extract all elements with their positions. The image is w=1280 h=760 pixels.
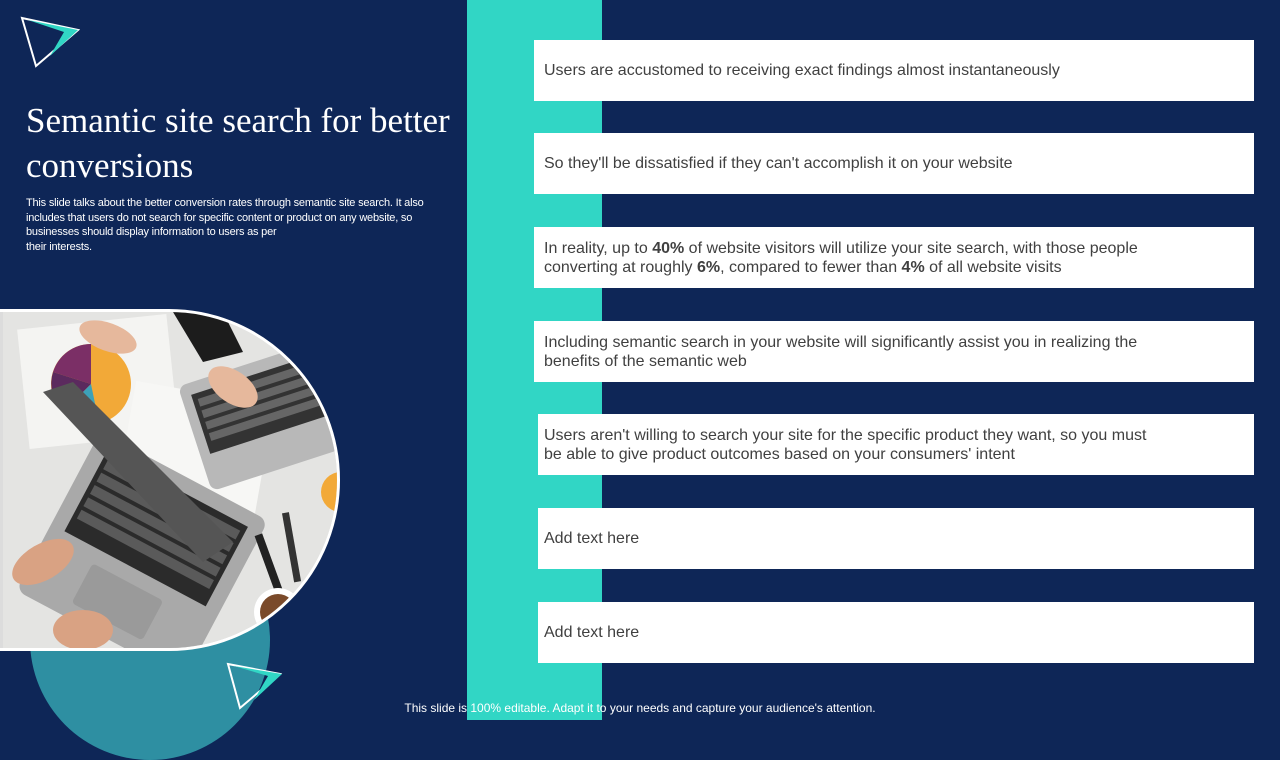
card-text: Including semantic search in your website will significantly assist you in realizing the benefits of the semantic web [544, 333, 1138, 370]
text-segment: of website visitors will utilize your site search, with those people converting at roughly [544, 239, 1138, 276]
footer-note: This slide is 100% editable. Adapt it to your needs and capture your audience's attention. [404, 701, 876, 715]
info-card-4 [534, 321, 1254, 382]
info-card-2 [534, 133, 1254, 194]
text-segment: , compared to fewer than [720, 258, 902, 276]
card-text: Add text here [544, 530, 640, 547]
description-line: their interests. [26, 240, 92, 253]
info-card-7 [538, 602, 1254, 663]
info-card-3 [534, 227, 1254, 288]
triangle-logo-icon [20, 16, 80, 68]
card-text: Add text here [544, 624, 640, 641]
highlight-percent: 6% [696, 258, 721, 276]
page-title: Semantic site search for better conversions [26, 101, 450, 185]
info-card-6 [538, 508, 1254, 569]
info-card-1 [534, 40, 1254, 101]
laptop-workspace-photo [0, 309, 340, 651]
description-line: businesses should display information to users as per [26, 226, 277, 238]
card-text [544, 239, 1138, 277]
card-text: Users aren't willing to search your site for the specific product they want, so you must be able to give product outcomes based on your consumers' intent [544, 426, 1147, 463]
slide-description [26, 196, 476, 254]
highlight-percent: 40% [652, 239, 685, 257]
description-line: includes that users do not search for specific content or product on any website, so [26, 211, 413, 224]
text-segment: In reality, up to [544, 239, 653, 257]
card-text: Users are accustomed to receiving exact findings almost instantaneously [544, 62, 1060, 79]
text-segment: of all website visits [924, 258, 1062, 276]
photo-illustration [3, 312, 340, 651]
description-line: This slide talks about the better conversion rates through semantic site search. It also [26, 197, 424, 209]
card-text: So they'll be dissatisfied if they can't accomplish it on your website [544, 155, 1013, 172]
highlight-percent: 4% [901, 258, 925, 276]
info-card-5 [538, 414, 1254, 475]
